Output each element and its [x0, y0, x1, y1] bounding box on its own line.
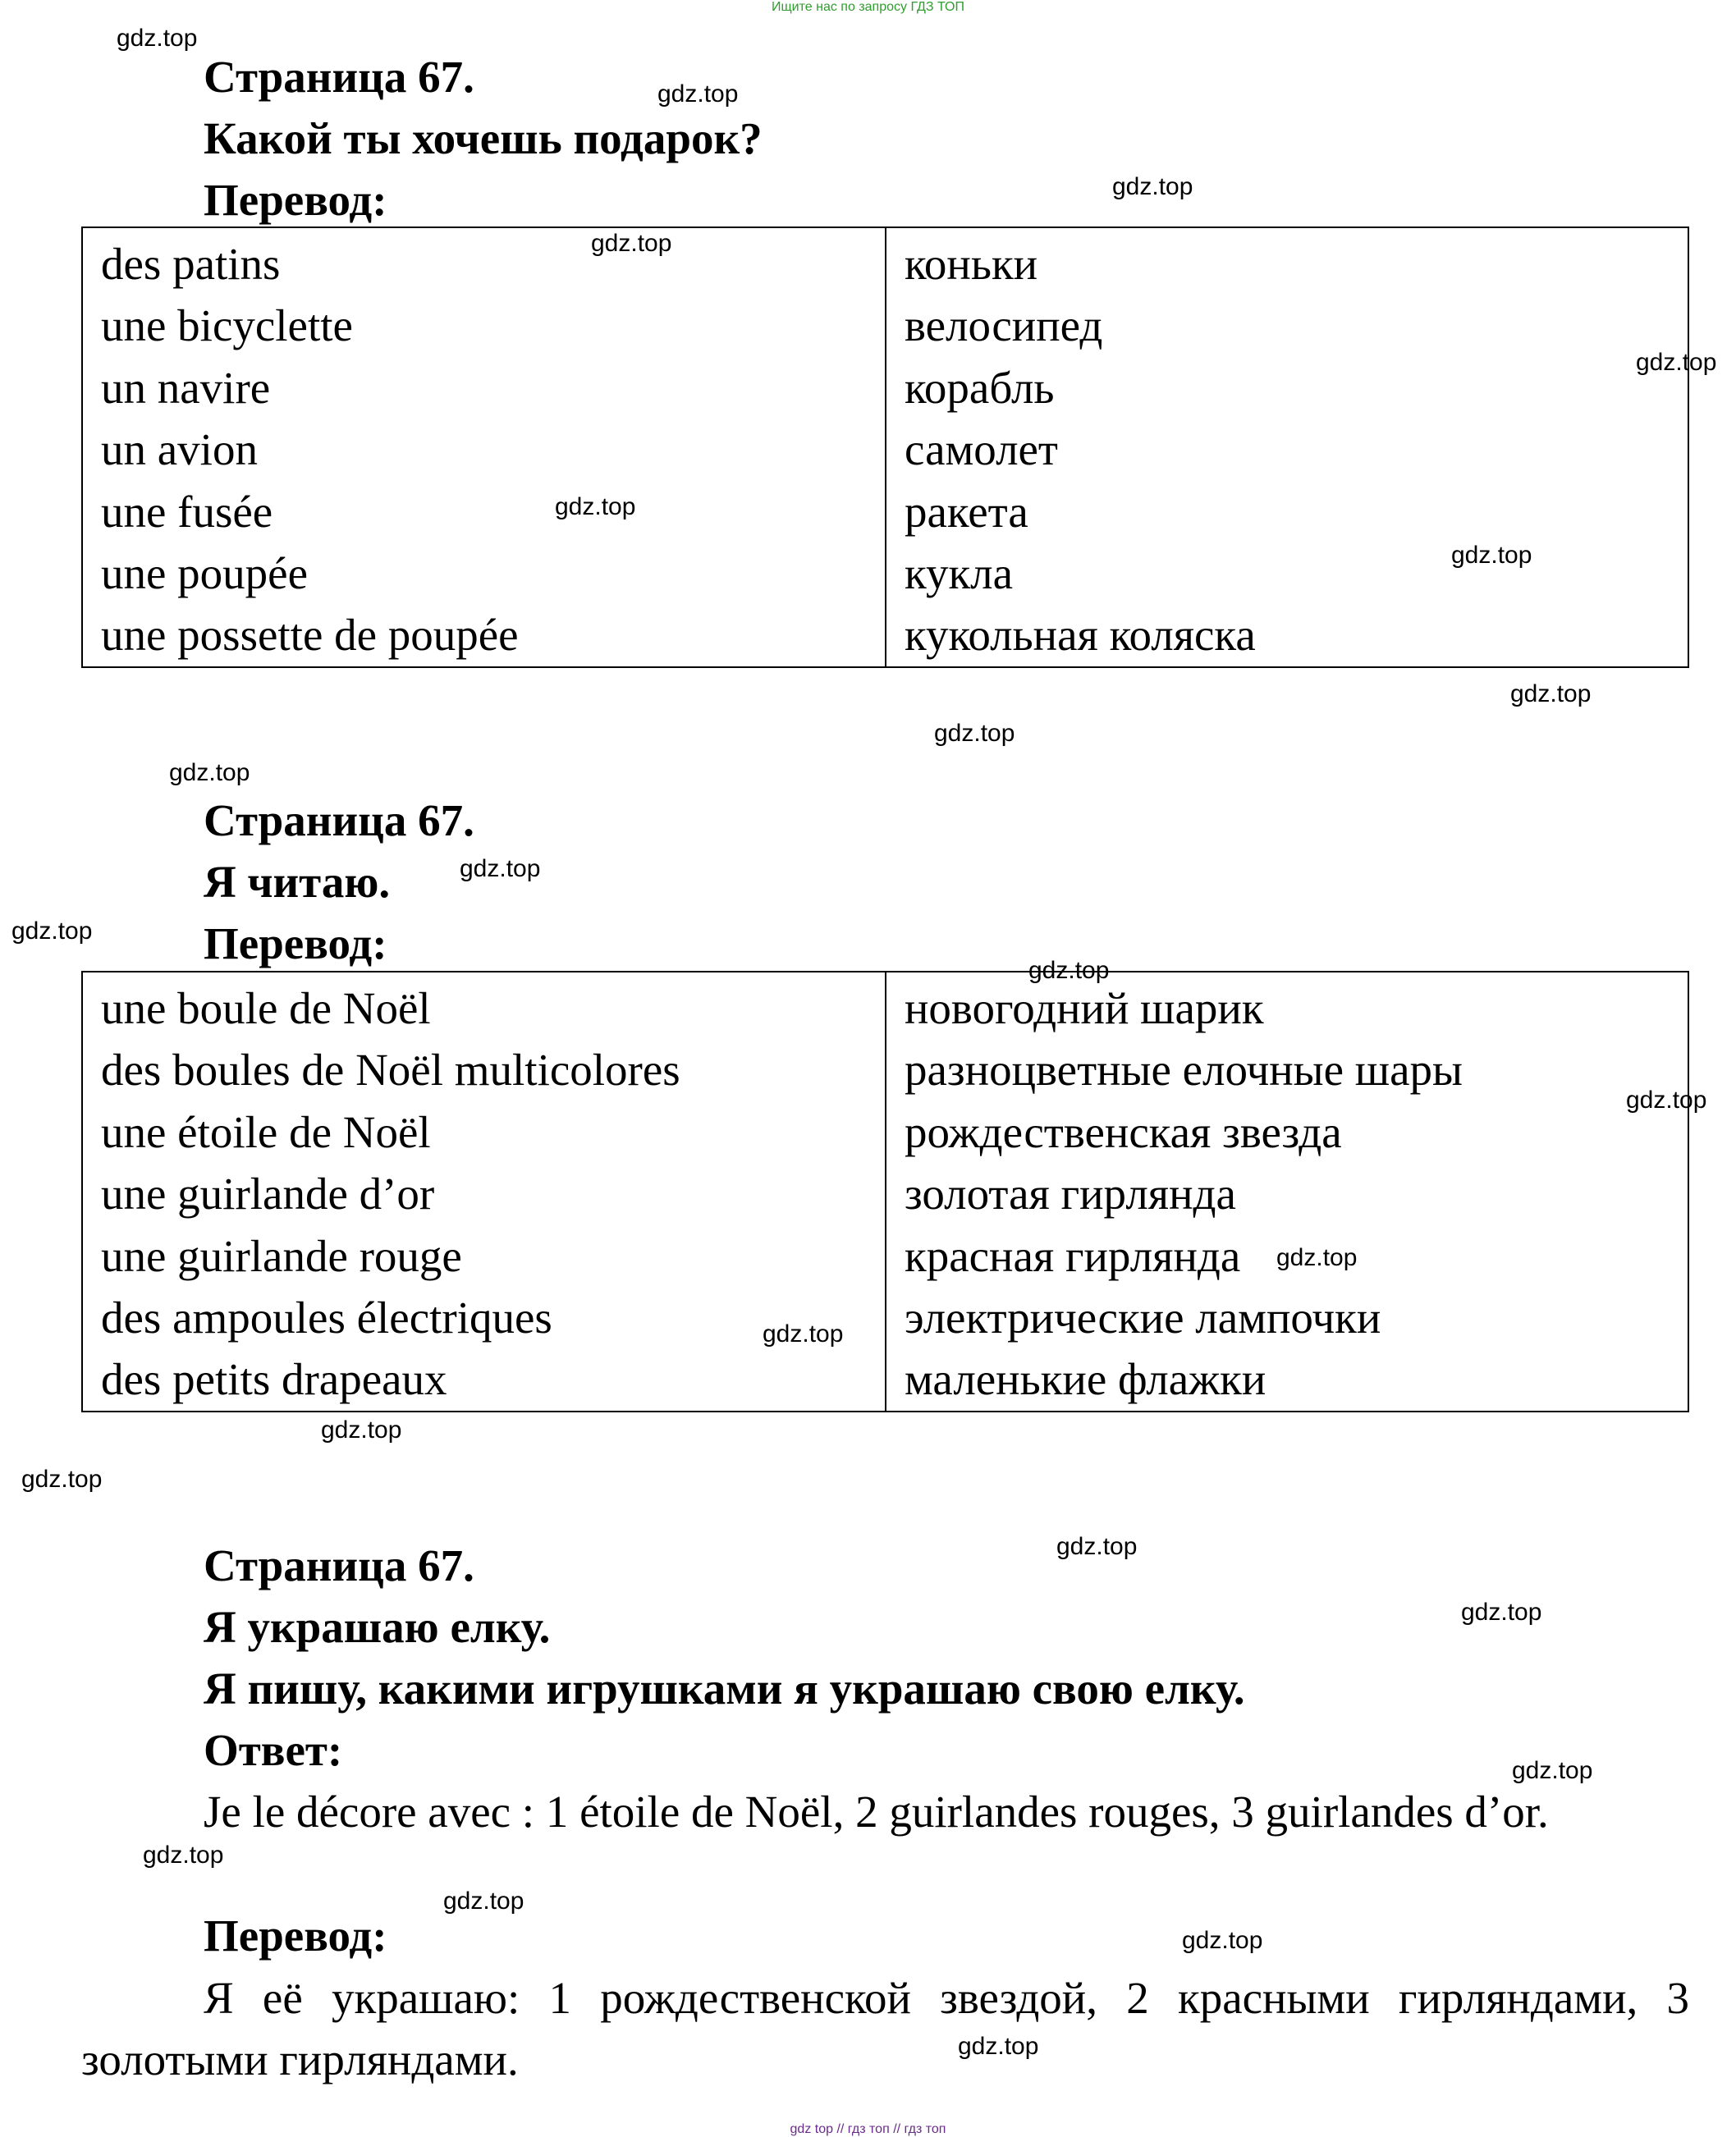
vocab-fr: une possette de poupée [101, 610, 519, 661]
section2-russian-column [886, 972, 1688, 1412]
section1-russian-column [886, 227, 1688, 667]
watermark: gdz.top [555, 493, 636, 520]
watermark: gdz.top [1510, 680, 1592, 707]
vocab-ru: красная гирлянда [905, 1230, 1241, 1281]
vocab-fr: des patins [101, 239, 281, 289]
watermark: gdz.top [117, 25, 198, 52]
vocab-fr: des petits drapeaux [101, 1354, 447, 1405]
watermark: gdz.top [1276, 1244, 1358, 1271]
watermark: gdz.top [321, 1416, 402, 1444]
section3-title: Я украшаю елку. [204, 1602, 551, 1652]
section2-translation-label: Перевод: [204, 918, 387, 968]
bottom-banner: gdz top // гдз топ // гдз топ [790, 2122, 946, 2136]
section2-title: Я читаю. [204, 857, 391, 907]
vocab-ru: корабль [905, 362, 1055, 413]
vocab-ru: новогодний шарик [905, 983, 1264, 1033]
section3-page-heading: Страница 67. [204, 1540, 474, 1590]
vocab-ru: ракета [905, 486, 1028, 537]
section3-task: Я пишу, какими игрушками я украшаю свою елку. [204, 1663, 1245, 1714]
vocab-ru: золотая гирлянда [905, 1169, 1236, 1220]
vocab-ru: велосипед [905, 300, 1103, 351]
vocab-fr: une fusée [101, 486, 273, 537]
watermark: gdz.top [1028, 957, 1110, 984]
top-banner: Ищите нас по запросу ГДЗ ТОП [772, 0, 964, 14]
vocab-fr: un avion [101, 424, 258, 475]
section2-vocab-table [81, 971, 1689, 1412]
vocab-fr: une étoile de Noël [101, 1106, 431, 1157]
section1-title: Какой ты хочешь подарок? [204, 113, 763, 163]
watermark: gdz.top [763, 1320, 844, 1348]
watermark: gdz.top [21, 1466, 103, 1493]
vocab-fr: une poupée [101, 547, 308, 598]
watermark: gdz.top [443, 1888, 524, 1915]
watermark: gdz.top [1636, 349, 1717, 376]
watermark: gdz.top [958, 2033, 1039, 2060]
section1-translation-label: Перевод: [204, 175, 387, 225]
vocab-fr: des ampoules électriques [101, 1292, 552, 1343]
vocab-ru: кукольная коляска [905, 610, 1256, 661]
watermark: gdz.top [1451, 542, 1532, 569]
section1-french-column [82, 227, 886, 667]
section1-page-heading: Страница 67. [204, 52, 474, 102]
section3-answer-label: Ответ: [204, 1725, 343, 1775]
vocab-ru: рождественская звезда [905, 1106, 1342, 1157]
watermark: gdz.top [169, 759, 250, 786]
vocab-ru: разноцветные елочные шары [905, 1045, 1463, 1096]
vocab-ru: коньки [905, 239, 1038, 289]
vocab-fr: une boule de Noël [101, 983, 431, 1033]
section3-answer-text: Je le décore avec : 1 étoile de Noël, 2 guirlandes rouges, 3 guirlandes d’or. [204, 1787, 1549, 1837]
vocab-fr: une bicyclette [101, 300, 353, 351]
section3-translation-text: Я её украшаю: 1 рождественской звездой, 2 красными гирляндами, 3 золотыми гирляндами. [81, 1973, 1689, 2084]
vocab-fr: un navire [101, 362, 271, 413]
vocab-ru: маленькие флажки [905, 1354, 1267, 1405]
section1-vocab-table [81, 227, 1689, 668]
vocab-fr: des boules de Noël multicolores [101, 1045, 680, 1096]
section3-translation-label: Перевод: [204, 1910, 387, 1961]
watermark: gdz.top [591, 230, 672, 257]
watermark: gdz.top [1461, 1599, 1542, 1626]
vocab-fr: une guirlande d’or [101, 1169, 435, 1220]
watermark: gdz.top [934, 720, 1015, 747]
vocab-ru: кукла [905, 547, 1014, 598]
watermark: gdz.top [143, 1842, 224, 1869]
vocab-ru: самолет [905, 424, 1058, 475]
watermark: gdz.top [1512, 1757, 1593, 1784]
watermark: gdz.top [657, 80, 739, 108]
watermark: gdz.top [460, 855, 541, 882]
vocab-fr: une guirlande rouge [101, 1230, 462, 1281]
watermark: gdz.top [1056, 1533, 1138, 1560]
watermark: gdz.top [11, 917, 93, 945]
vocab-ru: электрические лампочки [905, 1292, 1381, 1343]
section2-page-heading: Страница 67. [204, 795, 474, 845]
watermark: gdz.top [1182, 1927, 1263, 1954]
watermark: gdz.top [1626, 1087, 1707, 1114]
watermark: gdz.top [1112, 173, 1193, 200]
